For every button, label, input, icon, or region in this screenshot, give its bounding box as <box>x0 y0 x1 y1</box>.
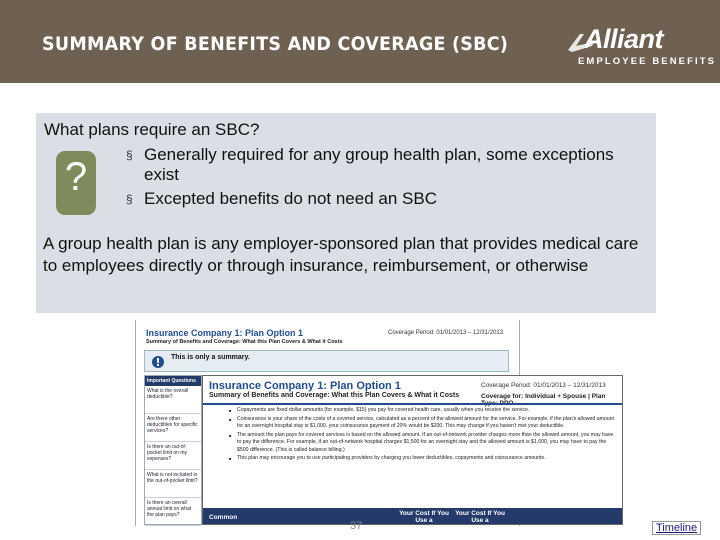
page-number: 37 <box>350 520 363 532</box>
logo-wordmark: Alliant <box>584 24 664 54</box>
list-item: ■ Copayments are fixed dollar amounts (for example, $15) you pay for covered health care, usually when you receive the service. <box>229 407 619 415</box>
sbc-document-front <box>202 375 623 525</box>
doc-front-subtitle: Summary of Benefits and Coverage: What this Plan Covers & What it Costs <box>209 392 460 399</box>
question-mark-glyph: ? <box>64 155 88 199</box>
list-item: ■ The amount the plan pays for covered services is based on the allowed amount. If an out-of-network provider charges more than the allowed amount, you may have to pay the difference. For example, if an out-of-network hospital charges $1,500 for an overnight stay and the allowed amount is $1,000, you may have to pay the $500 difference. (This is called balance billing.) <box>229 432 619 455</box>
table-row: What is not included in the out-of-pocket limit? <box>145 470 201 498</box>
column-header-cost-1: Your Cost If You Use a <box>399 510 449 524</box>
table-row: Are there other deductibles for specific services? <box>145 414 201 442</box>
question-mark-icon <box>56 151 96 215</box>
bullet-text: Generally required for any group health plan, some exceptions exist <box>144 145 614 184</box>
list-item: ■ This plan may encourage you to use participating providers by charging you lower deductibles, copayments and coinsurance amounts. <box>229 455 619 463</box>
column-header-common: Common <box>209 514 238 521</box>
list-item: ■ Coinsurance is your share of the costs of a covered service, calculated as a percent of the allowed amount for the service. For example, if the plan's allowed amount for an overnight hospital stay is $1,000, your coinsurance payment of 20% would be $200. This may change if you haven't met your deductible. <box>229 416 619 431</box>
divider <box>203 403 623 405</box>
doc-front-coverage-period: Coverage Period: 01/01/2013 – 12/31/2013 <box>481 382 606 389</box>
table-row: Is there an overall annual limit on what the plan pays? <box>145 498 201 526</box>
bullet-list <box>126 145 626 213</box>
doc-front-title: Insurance Company 1: Plan Option 1 <box>209 380 401 392</box>
doc-back-questions-table <box>144 375 202 525</box>
doc-front-item-list <box>229 407 619 464</box>
list-item <box>126 189 626 209</box>
bullet-icon: § <box>126 148 133 162</box>
logo-tagline: EMPLOYEE BENEFITS <box>578 56 717 67</box>
doc-back-summary-text: This is only a summary. <box>171 354 250 361</box>
panel-heading: What plans require an SBC? <box>44 120 260 139</box>
warning-icon <box>151 355 165 369</box>
column-header-cost-2: Your Cost If You Use a <box>455 510 505 524</box>
doc-back-subtitle: Summary of Benefits and Coverage: What this Plan Covers & What it Costs <box>146 339 343 345</box>
panel-body-text: A group health plan is any employer-sponsored plan that provides medical care to employees directly or through insurance, reimbursement, or otherwise <box>43 234 639 275</box>
bullet-icon: § <box>126 192 133 206</box>
doc-back-title: Insurance Company 1: Plan Option 1 <box>146 328 304 338</box>
bullet-text: Excepted benefits do not need an SBC <box>144 189 437 208</box>
page-title: SUMMARY OF BENEFITS AND COVERAGE (SBC) <box>42 33 509 55</box>
info-panel <box>36 113 656 313</box>
doc-front-coverage-for: Coverage for: Individual + Spouse | Plan <box>481 393 606 400</box>
doc-front-table-header <box>203 508 623 525</box>
doc-back-coverage: Coverage Period: 01/01/2013 – 12/31/2013 <box>388 330 504 336</box>
alliant-logo <box>566 24 717 70</box>
table-row: Is there an out-of-pocket limit on my expenses? <box>145 442 201 470</box>
table-row: What is the overall deductible? <box>145 386 201 414</box>
doc-back-summary-box <box>144 350 509 372</box>
timeline-link[interactable]: Timeline <box>652 521 701 535</box>
header-bar <box>0 0 720 83</box>
doc-back-table-header: Important Questions <box>145 376 201 386</box>
list-item <box>126 145 626 185</box>
